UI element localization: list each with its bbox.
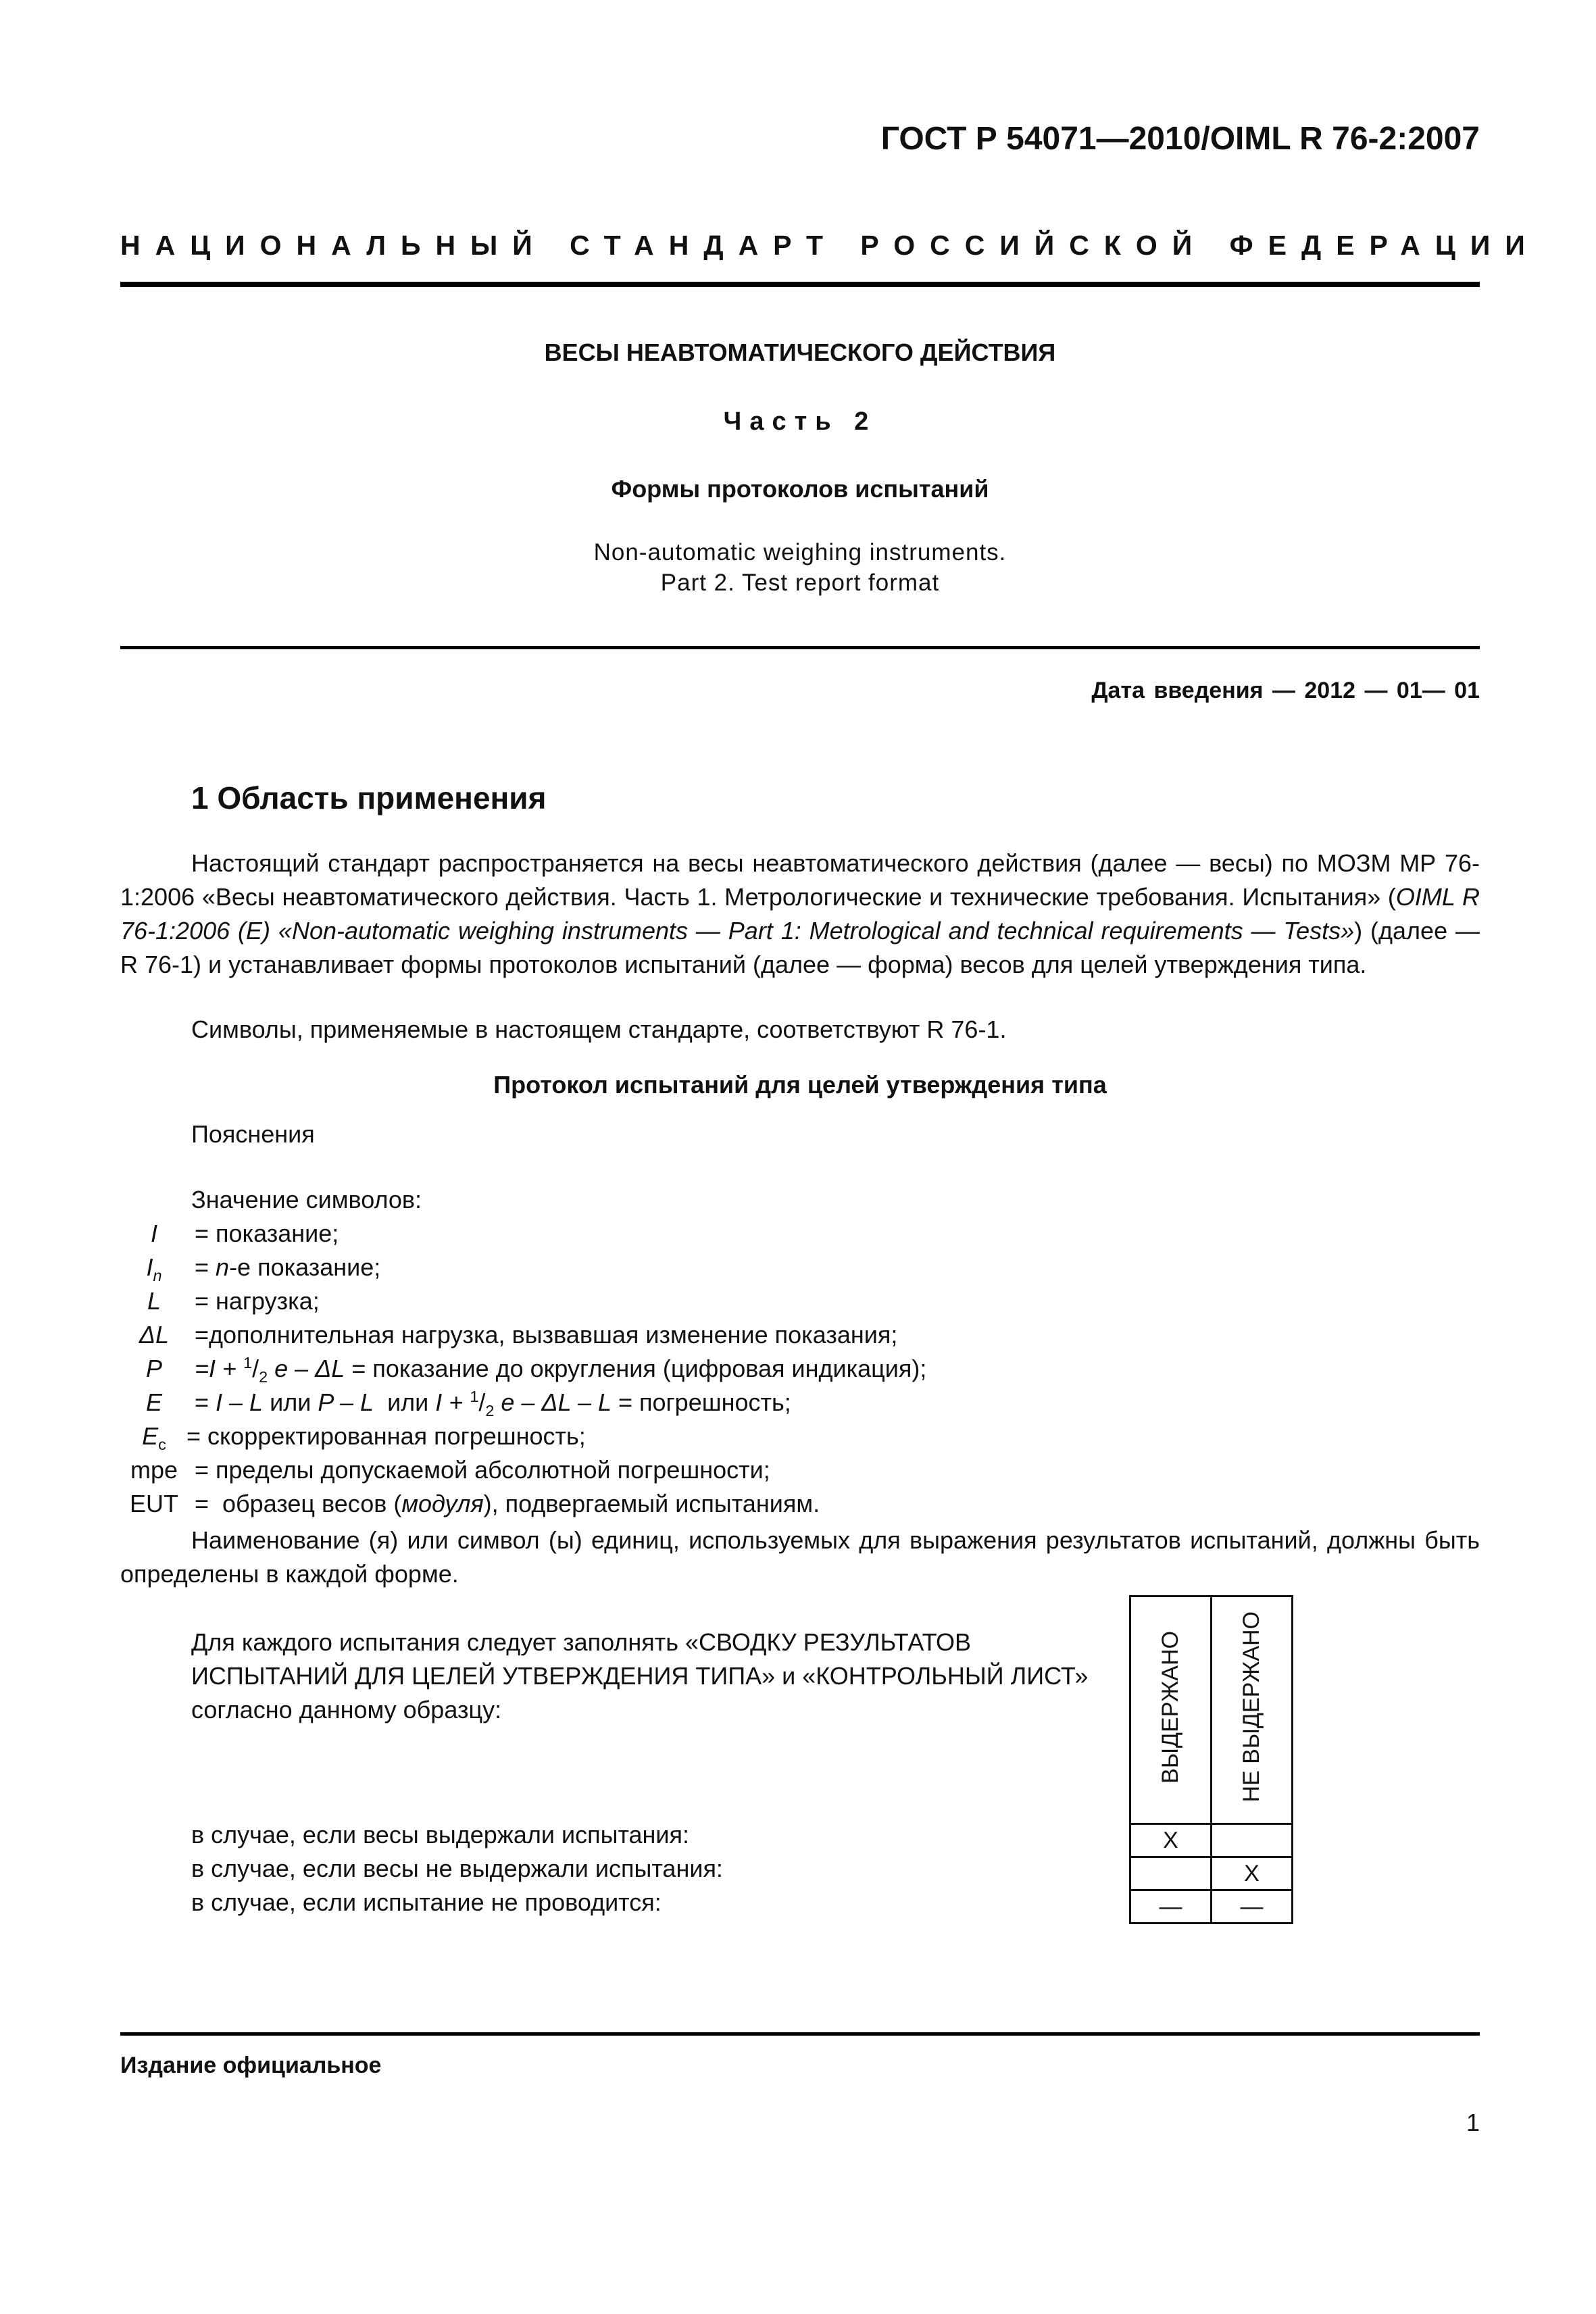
scope-text-a: Настоящий стандарт распространяется на весы неавтоматического действия (далее — весы) по МОЗМ МР 76-1:2006 «Весы неавтоматического действия. Часть 1. Метрологические и технические требования. Испытания» ( bbox=[120, 849, 1480, 911]
symbol-definition: = n-е показание; bbox=[195, 1253, 381, 1281]
section-heading: 1 Область применения bbox=[191, 780, 547, 815]
footer-divider bbox=[120, 2032, 1480, 2036]
scope-text-italic: OIML R 76-1:2006 (E) «Non-automatic weighing instruments — Part 1: Metrological and technical requirements — Tests» bbox=[120, 883, 1480, 945]
fill-instruction: Для каждого испытания следует заполнять «СВОДКУ РЕЗУЛЬТАТОВ ИСПЫТАНИЙ ДЛЯ ЦЕЛЕЙ УТВЕРЖДЕНИЯ ТИПА» и «КОНТРОЛЬНЫЙ ЛИСТ» согласно данному образцу: bbox=[191, 1628, 1089, 1724]
symbol-definition: = пределы допускаемой абсолютной погрешности; bbox=[195, 1456, 770, 1484]
table-cell: X bbox=[1212, 1857, 1293, 1890]
part-label: Часть 2 bbox=[723, 407, 877, 436]
introduction-date: Дата введения — 2012 — 01— 01 bbox=[1091, 678, 1480, 703]
symbol-definition: $=I + ^1/_2$ e – ΔL = показание до округления (цифровая индикация); bbox=[195, 1354, 927, 1386]
symbol-definition: = I – L или P – L или $I + ^1/_2$ e – ΔL – L = погрешность; bbox=[195, 1388, 791, 1420]
symbol: $I_n$ bbox=[146, 1253, 162, 1285]
document-code: ГОСТ Р 54071—2010/OIML R 76-2:2007 bbox=[880, 121, 1480, 157]
header-divider bbox=[120, 282, 1480, 287]
protocol-heading: Протокол испытаний для целей утверждения типа bbox=[493, 1071, 1107, 1099]
scope-text-b: ) (далее — R 76-1) и устанавливает формы протоколов испытаний (далее — форма) весов для целей утверждения типа. bbox=[120, 917, 1480, 978]
units-paragraph: Наименование (я) или символ (ы) единиц, используемых для выражения результатов испытаний, должны быть определены в каждой форме. bbox=[120, 1526, 1480, 1588]
symbols-meaning-label: Значение символов: bbox=[191, 1186, 422, 1213]
symbol: EUT bbox=[130, 1490, 178, 1517]
symbol-definition: = скорректированная погрешность; bbox=[186, 1422, 586, 1450]
legend-table bbox=[1129, 1595, 1293, 1924]
symbol: L bbox=[147, 1287, 161, 1315]
table-cell: — bbox=[1130, 1890, 1212, 1923]
table-cell: — bbox=[1212, 1890, 1293, 1923]
column-header-passed: ВЫДЕРЖАНО bbox=[1130, 1596, 1212, 1824]
symbol: E bbox=[145, 1388, 162, 1416]
table-cell bbox=[1130, 1857, 1212, 1890]
table-cell bbox=[1212, 1824, 1293, 1857]
case-not-done: в случае, если испытание не проводится: bbox=[191, 1888, 662, 1916]
document-subtitle: Формы протоколов испытаний bbox=[611, 475, 989, 503]
english-title-line2: Part 2. Test report format bbox=[660, 570, 940, 596]
english-title-line1: Non-automatic weighing instruments. bbox=[593, 539, 1007, 565]
symbol: mpe bbox=[130, 1456, 178, 1484]
national-standard-banner: НАЦИОНАЛЬНЫЙ СТАНДАРТ РОССИЙСКОЙ ФЕДЕРАЦИИ bbox=[120, 230, 1540, 261]
symbols-paragraph: Символы, применяемые в настоящем стандарте, соответствуют R 76-1. bbox=[191, 1015, 1007, 1043]
table-cell: X bbox=[1130, 1824, 1212, 1857]
case-passed: в случае, если весы выдержали испытания: bbox=[191, 1821, 690, 1848]
symbol: $E_c$ bbox=[142, 1422, 166, 1454]
symbol: I bbox=[150, 1219, 157, 1247]
symbol-definition: = нагрузка; bbox=[195, 1287, 320, 1315]
column-header-failed: НЕ ВЫДЕРЖАНО bbox=[1212, 1596, 1293, 1824]
symbol-definition: = образец весов (модуля), подвергаемый испытаниям. bbox=[195, 1490, 820, 1517]
title-divider bbox=[120, 646, 1480, 649]
symbol: ΔL bbox=[139, 1321, 170, 1349]
case-failed: в случае, если весы не выдержали испытания: bbox=[191, 1855, 723, 1882]
official-edition-label: Издание официальное bbox=[120, 2053, 382, 2078]
symbol-definition: = показание; bbox=[195, 1219, 339, 1247]
symbol-definition: =дополнительная нагрузка, вызвавшая изменение показания; bbox=[195, 1321, 898, 1349]
page-number: 1 bbox=[1466, 2109, 1480, 2136]
symbol: P bbox=[145, 1355, 162, 1382]
explanations-label: Пояснения bbox=[191, 1120, 315, 1148]
scope-paragraph bbox=[120, 847, 1480, 982]
document-title: ВЕСЫ НЕАВТОМАТИЧЕСКОГО ДЕЙСТВИЯ bbox=[544, 338, 1056, 366]
